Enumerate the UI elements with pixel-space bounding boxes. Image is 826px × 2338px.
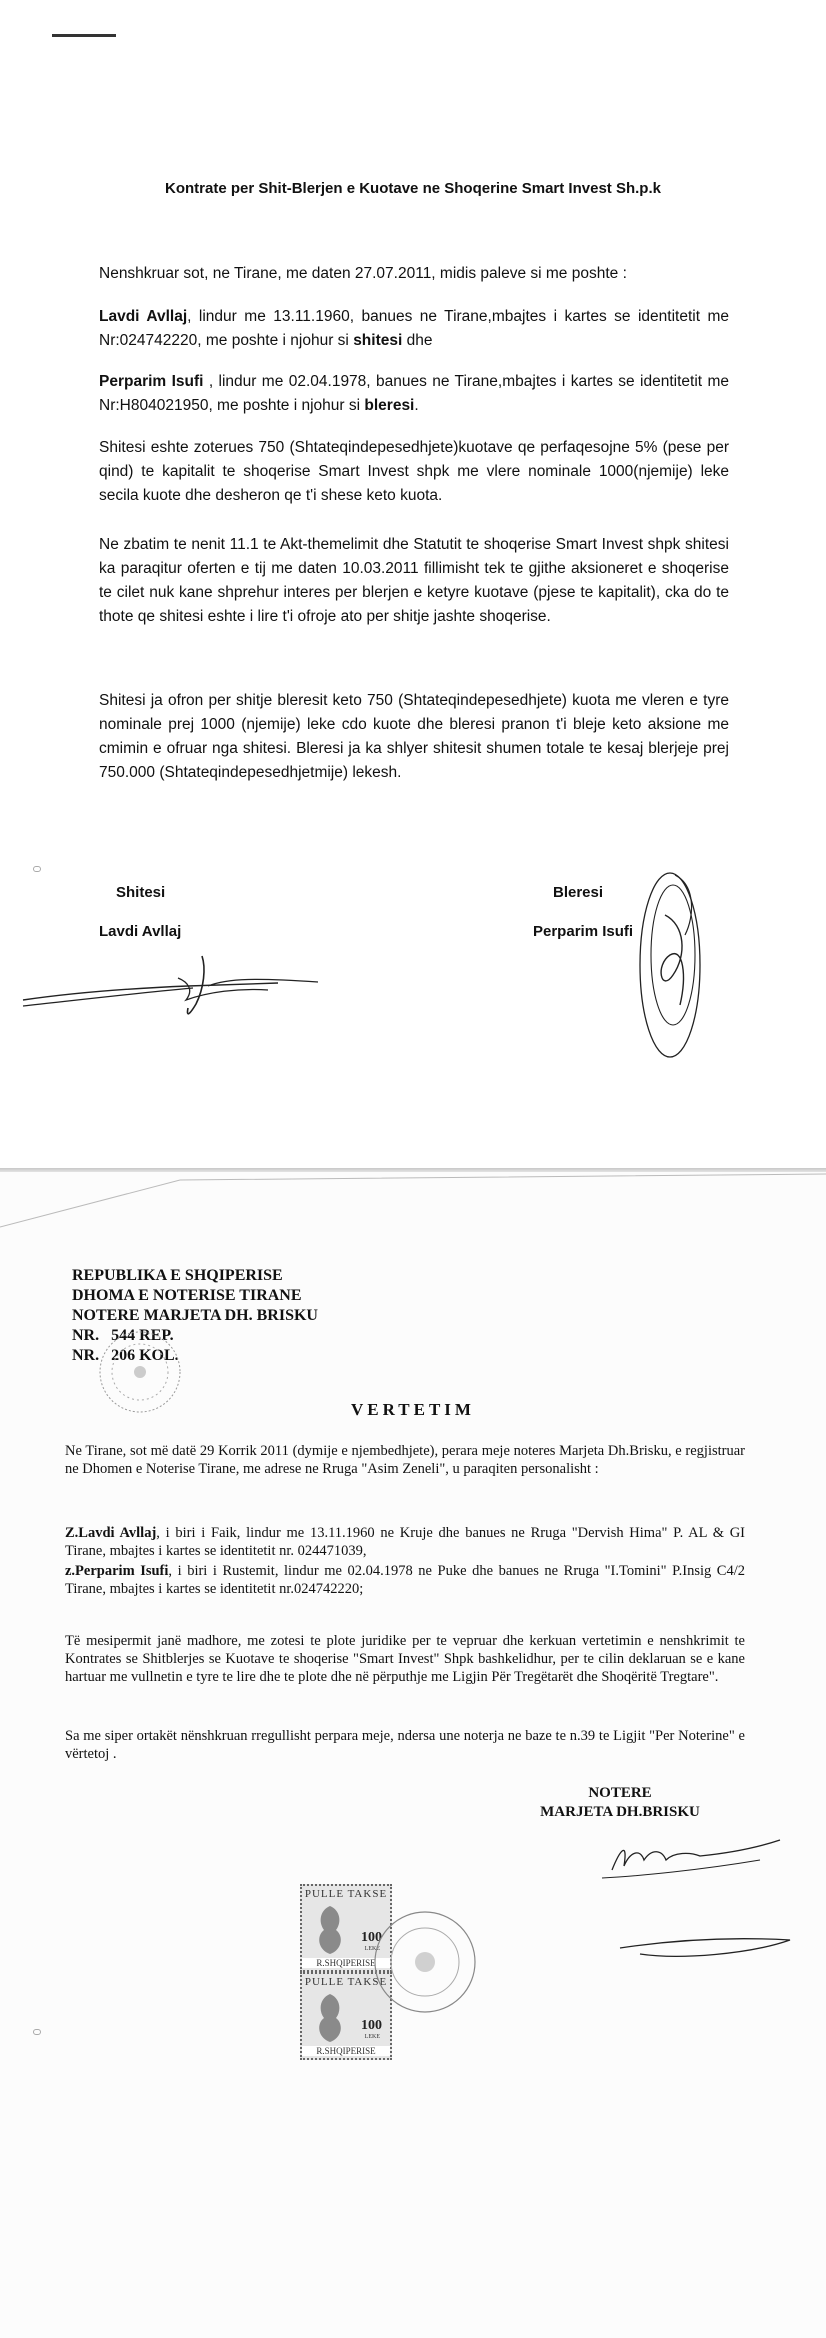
header-republic: REPUBLIKA E SHQIPERISE bbox=[72, 1267, 283, 1284]
buyer-signature bbox=[625, 855, 715, 1065]
seller-paragraph: Lavdi Avllaj, lindur me 13.11.1960, banues ne Tirane,mbajtes i kartes se identitetit me Nr:024742220, me poshte i njohur si shitesi dhe bbox=[99, 308, 729, 349]
tax-stamp-country: R.SHQIPERISE bbox=[302, 1958, 390, 1968]
certification-intro: Ne Tirane, sot më datë 29 Korrik 2011 (dymije e njembedhjete), perara meje noteres Marjeta Dh.Brisku, e regjistruar ne Dhomen e Noterise Tirane, me adrese ne Rruga "Asim Zeneli", u paraqiten personalisht : bbox=[65, 1443, 745, 1477]
notary-title: NOTERE bbox=[588, 1785, 652, 1801]
seller-name: Lavdi Avllaj bbox=[99, 308, 188, 325]
scan-mark bbox=[52, 34, 116, 37]
stamp-figure-icon bbox=[312, 1990, 348, 2046]
notary-signature bbox=[600, 1830, 800, 1990]
notary-round-seal bbox=[370, 1907, 480, 2017]
party-two: z.Perparim Isufi, i biri i Rustemit, lindur me 02.04.1978 ne Puke dhe banues ne Rruga "I.Tomini" P.Insig C4/2 Tirane, mbajtes i kartes se identitetit nr.024742220; bbox=[65, 1563, 746, 1597]
contract-intro: Nenshkruar sot, ne Tirane, me daten 27.07.2011, midis paleve si me poshte : bbox=[99, 265, 627, 282]
header-chamber: DHOMA E NOTERISE TIRANE bbox=[72, 1287, 302, 1304]
header-notary: NOTERE MARJETA DH. BRISKU bbox=[72, 1307, 318, 1324]
contract-paragraph-2: Ne zbatim te nenit 11.1 te Akt-themelimit dhe Statutit te shoqerise Smart Invest shpk shitesi ka paraqitur oferten e tij me daten 10.03.2011 fillimisht tek te gjithe aksioneret e shoqerise te cilet nuk kane shprehur interes per blerjen e ketyre kuotave (pjese te kapitalit), cka do te thote qe shitesi eshte i lire t'i ofroje ato per shitje jashte shoqerise. bbox=[99, 536, 729, 625]
seller-signature-role: Shitesi bbox=[116, 884, 166, 901]
buyer-paragraph: Perparim Isufi , lindur me 02.04.1978, banues ne Tirane,mbajtes i kartes se identitetit me Nr:H804021950, me poshte i njohur si bleresi. bbox=[99, 373, 729, 414]
notary-name: MARJETA DH.BRISKU bbox=[540, 1804, 700, 1820]
stamp-figure-icon bbox=[312, 1902, 348, 1958]
buyer-name: Perparim Isufi bbox=[99, 373, 204, 390]
contract-paragraph-3: Shitesi ja ofron per shitje bleresit keto 750 (Shtateqindepesedhjete) kuota me vleren e tyre nominale prej 1000 (njemije) leke cdo kuote dhe bleresi pranon t'i bleje keto aksione me cmimin e ofruar nga shitesi. Bleresi ja ka shlyer shitesit shumen totale te kesaj blerjeje prej 750.000 (Shtateqindepesedhjetmije) lekesh. bbox=[99, 692, 729, 781]
tax-stamp-label: PULLE TAKSE bbox=[304, 1976, 388, 1988]
certification-body: Të mesipermit janë madhore, me zotesi te plote juridike per te vepruar dhe kerkuan vertetimin e nenshkrimit te Kontrates se Shitblerjes se Kuotave te shoqerise "Smart Invest" Shpk bashkelidhur, per te cilin deklaruan se e kane hartuar me vullnetin e tyre te lire dhe te plote dhe në përputhje me Ligjin Për Tregëtarët dhe Shoqëritë Tregtare". bbox=[65, 1633, 745, 1685]
tax-stamp-country: R.SHQIPERISE bbox=[302, 2046, 390, 2056]
notary-signature-block bbox=[520, 1784, 720, 1822]
tax-stamp-label: PULLE TAKSE bbox=[304, 1888, 388, 1900]
buyer-role: bleresi bbox=[364, 397, 415, 414]
contract-title: Kontrate per Shit-Blerjen e Kuotave ne Shoqerine Smart Invest Sh.p.k bbox=[165, 180, 661, 197]
certification-title: VERTETIM bbox=[351, 1400, 475, 1419]
party-one: Z.Lavdi Avllaj, i biri i Faik, lindur me 13.11.1960 ne Kruje dhe banues ne Rruga "Dervish Hima" P. AL & GI Tirane, mbajtes i kartes se identitetit nr. 024471039, bbox=[65, 1525, 746, 1559]
certification-closing: Sa me siper ortakët nënshkruan rregullisht perpara meje, ndersa une noterja ne baze te n.39 te Ligjit "Per Noterine" e vërtetoj . bbox=[65, 1728, 745, 1762]
seller-signature bbox=[18, 948, 338, 1028]
tax-stamp-value: 100 bbox=[361, 2018, 382, 2033]
page-tear-edge bbox=[0, 1172, 826, 1232]
punch-hole-mark bbox=[33, 866, 41, 872]
tax-stamp-unit: LEKE bbox=[364, 2034, 380, 2040]
tax-stamp-value: 100 bbox=[361, 1930, 382, 1945]
contract-paragraph-1: Shitesi eshte zoterues 750 (Shtateqindepesedhjete)kuotave qe perfaqesojne 5% (pese per qind) te kapitalit te shoqerise Smart Invest shpk me vlere nominale 1000(njemije) leke secila kuote dhe desheron qe t'i shese keto kuota. bbox=[99, 439, 729, 504]
seller-role: shitesi bbox=[353, 332, 403, 349]
party-one-name: Z.Lavdi Avllaj bbox=[65, 1525, 157, 1541]
seller-signature-name: Lavdi Avllaj bbox=[99, 923, 182, 940]
buyer-signature-name: Perparim Isufi bbox=[533, 923, 634, 940]
certification-page bbox=[0, 1172, 826, 2338]
tax-stamp-unit: LEKE bbox=[364, 1946, 380, 1952]
kol-number-line: NR. 206 KOL. bbox=[72, 1347, 179, 1364]
punch-hole-mark bbox=[33, 2029, 41, 2035]
rep-number-line: NR. 544 REP. bbox=[72, 1327, 174, 1344]
party-two-name: z.Perparim Isufi bbox=[65, 1563, 169, 1579]
buyer-signature-role: Bleresi bbox=[553, 884, 604, 901]
